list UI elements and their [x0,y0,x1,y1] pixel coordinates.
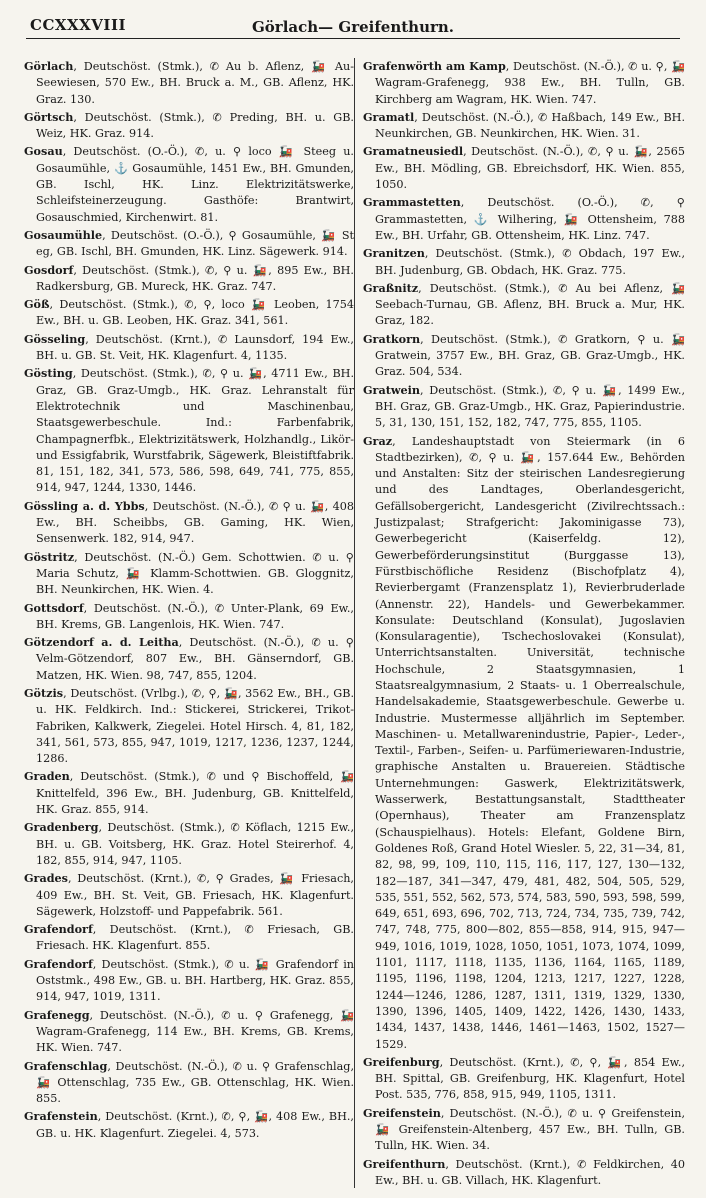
gazetteer-entry [363,1054,685,1104]
entry-headword: Görlach [24,59,74,73]
entry-headword: Grafenstein [24,1109,98,1124]
entry-headword: Grammastetten [363,195,461,210]
gazetteer-entry [24,143,354,225]
entry-text: , Deutschöst. (Stmk.), ✆ Obdach, 197 Ew., BH. Judenburg, GB. Obdach, HK. Graz. 775. [375,247,685,277]
gazetteer-entry [363,280,685,330]
gazetteer-entry [24,768,354,818]
gazetteer-entry [24,956,354,1006]
entry-headword: Gösting [24,366,73,381]
entry-headword: Göß [24,297,50,312]
entry-text: , Deutschöst. (Stmk.), ✆ Au bei Aflenz, 🚂 Seebach-Turnau, GB. Aflenz, BH. Bruck a. Mur, HK. Graz, 182. [375,281,685,328]
entry-headword: Graz [363,433,393,448]
entry-headword: Graßnitz [363,280,419,295]
entry-headword: Gössling a. d. Ybbs [24,498,145,513]
gazetteer-entry [24,109,354,143]
gazetteer-entry [24,634,354,684]
entry-headword: Götzis [24,685,64,700]
gazetteer-entry [24,331,354,365]
entry-text: , Deutschöst. (N.-Ö.) Gem. Schottwien. ✆ u. ⚲ Maria Schutz, 🚂 Klamm-Schottwien. GB. Gloggnitz, BH. Neunkirchen, HK. Wien. 4. [36,550,354,597]
gazetteer-entry [24,819,354,869]
entry-headword: Greifenburg [363,1054,440,1069]
entry-text: , Deutschöst. (Stmk.), ✆ und ⚲ Bischoffeld, 🚂 Knittelfeld, 396 Ew., BH. Judenburg, GB. Knittelfeld, HK. Graz. 855, 914. [36,770,354,817]
entry-headword: Göstritz [24,549,75,564]
entry-text: , Deutschöst. (N.-Ö.), ✆ u. ⚲ Grafenegg, 🚂 Wagram-Grafenegg, 114 Ew., BH. Krems, GB. Krems, HK. Wien. 747. [36,1008,354,1055]
entry-text: , Deutschöst. (N.-Ö.), ✆ u. ⚲, 🚂 Wagram-Grafenegg, 938 Ew., BH. Tulln, GB. Kirchberg am Wagram, HK. Wien. 747. [375,60,685,106]
entry-text: , Landeshauptstadt von Steiermark (in 6 Stadtbezirken), ✆, ⚲ u. 🚂, 157.644 Ew., Behörden und Anstalten: Sitz der steirischen Landesregierung und des Landtages, Oberlandesgericht, Gefällsobergericht, Landesgericht (Zivilrechtssach.: Justizpalast; Strafgericht: Jakominigasse 73), Gewerbegericht (Kaiserfeldg. 12), Gewerbeförderungsinstitut (Burggasse 13), Fürstbischöfliche Residenz (Bischofplatz 4), Revierbergamt (Franzensplatz 1), Revierbruderlade (Annenstr. 22), Handels- und Gewerbekammer. Konsulate: Deutschland (Konsulat), Jugoslavien (Konsularagentie), Tschechoslovakei (Konsulat), Unterrichtsanstalten. Universität, technische Hochschule, 2 Staatsgymnasien, 1 Staatsrealgymnasium, 2 Staats- u. 1 Oberrealschule, Handelsakademie, Staatsgewerbeschule. Gewerbe u. Industrie. Mustermesse alljährlich im September. Maschinen- u. Metallwarenindustrie, Papier-, Leder-, Textil-, Farben-, Seifen- u. Parfümeriewaren-Industrie, graphische Anstalten u. Brauereien. Städtische Unternehmungen: Gaswerk, Elektrizitätswerk, Wasserwerk, Bestattungsanstalt, Stadttheater (Opernhaus), Theater am Franzensplatz (Schauspielhaus). Hotels: Elefant, Goldene Birn, Goldenes Roß, Grand Hotel Wiesler. 5, 22, 31—34, 81, 82, 98, 99, 109, 110, 115, 116, 117, 127, 130—132, 182—187, 341—347, 479, 481, 482, 504, 505, 529, 535, 551, 552, 562, 573, 574, 583, 590, 593, 598, 599, 649, 651, 693, 696, 702, 713, 724, 734, 735, 739, 742, 747, 748, 775, 800—802, 855—858, 914, 915, 947—949, 1016, 1019, 1028, 1050, 1051, 1073, 1074, 1099, 1101, 1117, 1118, 1135, 1136, 1164, 1165, 1189, 1195, 1196, 1198, 1204, 1213, 1217, 1227, 1228, 1244—1246, 1286, 1287, 1311, 1319, 1329, 1330, 1390, 1396, 1405, 1409, 1422, 1426, 1430, 1433, 1434, 1437, 1438, 1446, 1461—1463, 1502, 1527—1529. [375,434,685,1051]
gazetteer-entry [363,58,685,108]
entry-headword: Görtsch [24,109,74,124]
entry-headword: Greifenthurn [363,1156,446,1171]
gazetteer-entry [24,600,354,634]
gazetteer-entry [363,1156,685,1190]
entry-text: , Deutschöst. (N.-Ö.), ✆ Haßbach, 149 Ew., BH. Neunkirchen, GB. Neunkirchen, HK. Wien. 31. [375,110,685,141]
text-columns [24,58,686,1188]
entry-headword: Grafenschlag [24,1058,108,1073]
entry-text: , Deutschöst. (N.-Ö.), ✆ Unter-Plank, 69 Ew., BH. Krems, GB. Langenlois, HK. Wien. 747. [36,601,354,631]
entry-headword: Graden [24,769,70,784]
entry-text: , Deutschöst. (Stmk.), ✆ Gratkorn, ⚲ u. 🚂 Gratwein, 3757 Ew., BH. Graz, GB. Graz-Umgb., HK. Graz. 504, 534. [375,332,685,379]
gazetteer-entry [24,262,354,296]
entry-headword: Gratwein [363,382,420,397]
entry-text: , Deutschöst. (N.-Ö.), ✆, ⚲ u. 🚂, 2565 Ew., BH. Mödling, GB. Ebreichsdorf, HK. Wien. 855, 1050. [375,145,685,192]
entry-text: , Deutschöst. (Krnt.), ✆, ⚲ Grades, 🚂 Friesach, 409 Ew., BH. St. Veit, GB. Friesach, HK. Klagenfurt. Sägewerk, Holzstoff- und Pappefabrik. 561. [36,872,354,918]
entry-text: , Deutschöst. (Stmk.), ✆, ⚲, loco 🚂 Leoben, 1754 Ew., BH. u. GB. Leoben, HK. Graz. 341, 561. [36,298,354,328]
entry-text: , Deutschöst. (Vrlbg.), ✆, ⚲, 🚂, 3562 Ew., BH., GB. u. HK. Feldkirch. Ind.: Stickerei, Strickerei, Trikot-Fabriken, Kalkwerk, Ziegelei. Hotel Hirsch. 4, 81, 182, 341, 561, 573, 855, 947, 1019, 1217, 1236, 1237, 1244, 1286. [36,686,354,766]
entry-text: , Deutschöst. (O.-Ö.), ⚲ Gosaumühle, 🚂 St eg, GB. Ischl, BH. Gmunden, HK. Linz. Sägewerk. 914. [36,228,354,259]
entry-headword: Gradenberg [24,820,99,835]
gazetteer-entry [24,1007,354,1057]
entry-text: , Deutschöst. (N.-Ö.), ✆ u. ⚲ Velm-Götzendorf, 807 Ew., BH. Gänserndorf, GB. Matzen, HK. Wien. 98, 747, 855, 1204. [36,636,354,682]
entry-headword: Granitzen [363,246,425,261]
gazetteer-entry [24,549,354,599]
entry-headword: Grafenegg [24,1007,90,1022]
gazetteer-entry [24,1058,354,1108]
gazetteer-entry [24,365,354,496]
entry-headword: Greifenstein [363,1105,441,1120]
gazetteer-entry [363,245,685,279]
gazetteer-entry [363,194,685,244]
gazetteer-entry [24,498,354,548]
gazetteer-entry [363,433,685,1053]
entry-headword: Gosdorf [24,262,74,277]
gazetteer-entry [363,1105,685,1155]
entry-headword: Grafendorf [24,956,93,971]
left-column [24,58,354,1188]
entry-headword: Grafenwörth am Kamp [363,59,506,73]
entry-text: , Deutschöst. (Krnt.), ✆, ⚲, 🚂, 854 Ew., BH. Spittal, GB. Greifenburg, HK. Klagenfurt, Hotel Post. 535, 776, 858, 915, 949, 1105, 1311. [375,1055,685,1102]
entry-text: , Deutschöst. (Stmk.), ✆ u. 🚂 Grafendorf in Oststmk., 498 Ew., GB. u. BH. Hartberg, HK. Graz. 855, 914, 947, 1019, 1311. [36,957,354,1004]
entry-text: , Deutschöst. (N.-Ö.), ✆ ⚲ u. 🚂, 408 Ew., BH. Scheibbs, GB. Gaming, HK. Wien, Sensenwerk. 182, 914, 947. [36,499,355,546]
entry-headword: Götzendorf a. d. Leitha [24,635,179,650]
entry-text: , Deutschöst. (N.-Ö.), ✆ u. ⚲ Grafenschlag, 🚂 Ottenschlag, 735 Ew., GB. Ottenschlag, HK. Wien. 855. [36,1059,354,1106]
entry-headword: Grafendorf [24,922,93,937]
gazetteer-entry [363,331,685,381]
gazetteer-entry [363,382,685,432]
entry-text: , Deutschöst. (Stmk.), ✆ Köflach, 1215 Ew., BH. u. GB. Voitsberg, HK. Graz. Hotel Steirerhof. 4, 182, 855, 914, 947, 1105. [36,821,354,867]
entry-headword: Grades [24,871,68,886]
entry-headword: Gramatneusiedl [363,144,464,159]
entry-text: , Deutschöst. (Stmk.), ✆ Au b. Aflenz, 🚂 Au-Seewiesen, 570 Ew., BH. Bruck a. M., GB. Aflenz, HK. Graz. 130. [36,60,354,106]
entry-text: , Deutschöst. (N.-Ö.), ✆ u. ⚲ Greifenstein, 🚂 Greifenstein-Altenberg, 457 Ew., BH. Tulln, GB. Tulln, HK. Wien. 34. [375,1106,685,1153]
entry-text: , Deutschöst. (Krnt.), ✆, ⚲, 🚂, 408 Ew., BH., GB. u. HK. Klagenfurt. Ziegelei. 4, 573. [36,1110,354,1140]
page-number: CCXXXVIII [30,16,126,34]
entry-text: , Deutschöst. (O.-Ö.), ✆, ⚲ Grammastetten, ⚓ Wilhering, 🚂 Ottensheim, 788 Ew., BH. Urfahr, GB. Ottensheim, HK. Linz. 747. [375,196,685,242]
entry-headword: Gramatl [363,109,415,124]
entry-text: , Deutschöst. (Stmk.), ✆, ⚲ u. 🚂, 4711 Ew., BH. Graz, GB. Graz-Umgb., HK. Graz. Lehranstalt für Elektrotechnik und Maschinenbau, Staatsgewerbeschule. Ind.: Farbenfabrik, Champagnerfbk., Elektrizitätswerk, Holzhandlg., Likör- und Essigfabrik, Wurstfabrik, Sägewerk, Bleistiftfabrik. 81, 151, 182, 341, 573, 586, 598, 649, 741, 775, 855, 914, 947, 1244, 1330, 1446. [36,367,354,495]
gazetteer-entry [24,58,354,108]
entry-headword: Gottsdorf [24,600,84,615]
gazetteer-entry [363,109,685,143]
gazetteer-entry [24,296,354,330]
page-header [26,10,680,39]
gazetteer-entry [24,921,354,955]
gazetteer-entry [24,1108,354,1142]
entry-text: , Deutschöst. (Stmk.), ✆ Preding, BH. u. GB. Weiz, HK. Graz. 914. [36,110,354,141]
gazetteer-entry [24,227,354,261]
entry-text: , Deutschöst. (O.-Ö.), ✆, u. ⚲ loco 🚂 Steeg u. Gosaumühle, ⚓ Gosaumühle, 1451 Ew., BH. Gmunden, GB. Ischl, HK. Linz. Elektrizitätswerke, Schleifsteinerzeugung. Gasthöfe: Brantwirt, Gosauschmied, Kirchenwirt. 81. [36,145,354,224]
gazetteer-entry [363,143,685,193]
right-column [354,58,685,1188]
gazetteer-entry [24,685,354,767]
entry-text: , Deutschöst. (Krnt.), ✆ Feldkirchen, 40 Ew., BH. u. GB. Villach, HK. Klagenfurt. [375,1157,685,1187]
entry-text: , Deutschöst. (Krnt.), ✆ Launsdorf, 194 Ew., BH. u. GB. St. Veit, HK. Klagenfurt. 4, 1135. [36,332,354,363]
page-title: Görlach— Greifenthurn. [251,18,455,36]
entry-headword: Gosau [24,144,63,159]
entry-text: , Deutschöst. (Stmk.), ✆, ⚲ u. 🚂, 1499 Ew., BH. Graz, GB. Graz-Umgb., HK. Graz, Papierindustrie. 5, 31, 130, 151, 152, 182, 747, 775, 855, 1105. [375,383,685,430]
entry-headword: Gratkorn [363,331,421,346]
entry-headword: Gosaumühle [24,227,103,242]
gazetteer-entry [24,870,354,920]
entry-text: , Deutschöst. (Krnt.), ✆ Friesach, GB. Friesach. HK. Klagenfurt. 855. [36,923,354,953]
entry-headword: Gösseling [24,331,86,346]
entry-text: , Deutschöst. (Stmk.), ✆, ⚲ u. 🚂, 895 Ew., BH. Radkersburg, GB. Mureck, HK. Graz. 747. [36,263,354,293]
